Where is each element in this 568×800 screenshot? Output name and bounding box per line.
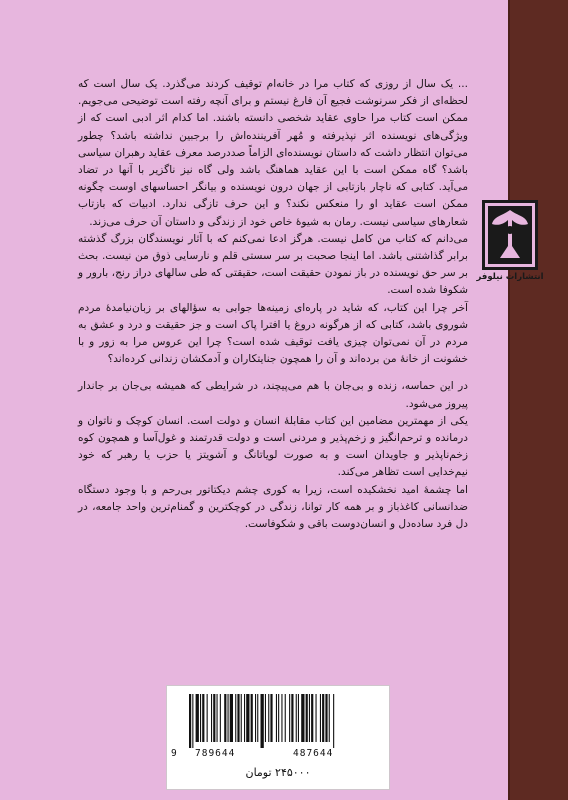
publisher-name: انتشارات نیلوفر xyxy=(476,272,544,282)
paragraph-6: اما چشمهٔ امید نخشکیده است، زیرا به کوری چشم دیکتاتور بی‌رحم و با وجود دستگاه ضدانسانی کاغذباز و بر همه کار توانا، زندگی در کوچکترین و گمنام‌ترین واحد جامعه، در دل فرد ساده‌دل و انسان‌دوست باقی و شکوفاست. xyxy=(78,483,468,531)
barcode-graphic xyxy=(175,694,381,748)
paragraph-4: در این حماسه، زنده و بی‌جان با هم می‌پیچند، در شرایطی که همیشه بی‌جان بر جاندار پیروز می‌شود. xyxy=(78,380,468,410)
barcode-panel xyxy=(166,685,390,790)
isbn-prefix-digit: 9 xyxy=(171,748,177,759)
paragraph-3: آخر چرا این کتاب، که شاید در پاره‌ای زمینه‌ها جوابی به سؤالهای بر زبان‌نیامدهٔ مردم شوروی باشد، کتابی که از هرگونه دروغ یا افترا پاک است و جز حقیقت و درد و عشق به مردم در آن نمی‌توان چیزی یافت توقیف شده است؟ چرا این عروس مرا به زور و با خشونت از خانهٔ من برده‌اند و آن را همچون جنایتکاران و آدمکشان زندانی کرده‌اند؟ xyxy=(78,301,468,366)
cover-text-block xyxy=(78,76,468,533)
publisher-logo xyxy=(476,200,544,310)
book-spine xyxy=(510,0,568,800)
isbn-left-group: 789644 xyxy=(195,748,236,759)
paragraph-5: یکی از مهمترین مضامین این کتاب مقابلهٔ انسان و دولت است. انسان کوچک و ناتوان و درمانده و ترحم‌انگیز و زخم‌پذیر و مردنی است و دولت قدرتمند و غول‌آسا و همچون کوه زخم‌ناپذیر و جاویدان است و به صورت لویاتانگ و آشویتز یا حزب یا رهبر که خود نیم‌خدایی است تظاهر می‌کند. xyxy=(78,414,468,479)
isbn-right-group: 487644 xyxy=(293,748,334,759)
price-label: ۲۴۵۰۰۰ تومان xyxy=(245,766,311,779)
paragraph-2: می‌دانم که کتاب من کامل نیست. هرگز ادعا نمی‌کنم که با آثار نویسندگان بزرگ گذشته برابر گذاشتنی باشد. اما اینجا صحبت بر سر سستی قلم و نارسایی ذوق من نیست. بحث بر سر حق نویسنده در باز نمودن حقیقت است، حقیقتی که طی سالهای دراز رنج، بارور و شکوفا شده است. xyxy=(78,232,468,297)
paragraph-1: ... یک سال از روزی که کتاب مرا در خانه‌ام توقیف کردند می‌گذرد. یک سال است که لحظه‌ای از فکر سرنوشت فجیع آن فارغ نیستم و برای آنچه رفته است توضیحی می‌جویم. ممکن است کتاب مرا حاوی عقاید شخصی دانسته باشند. اما کدام اثر ادبی است که از ویژگی‌های نویسنده اثر نپذیرفته و مُهر آفریننده‌اش را برجبین نداشته باشد؟ چطور می‌توان انتظار داشت که داستان نویسنده‌ای الزاماً صددرصد معرف عقاید رهبران سیاسی باشد؟ گاه ممکن است با این عقاید هماهنگ باشد ولی گاه نیز ناگزیر با آنها در تضاد می‌آید. کتابی که ناچار بازتابی از جهان درون نویسنده و بیانگر احساسهای اوست چگونه ممکن است عقاید او را منعکس نکند؟ و این حرف تازگی ندارد. ادبیات که بازتاب شعارهای سیاسی نیست. رمان به شیوهٔ خاص خود از زندگی و داستان آن حرف می‌زند. xyxy=(78,78,468,228)
publisher-emblem-icon xyxy=(482,200,538,270)
